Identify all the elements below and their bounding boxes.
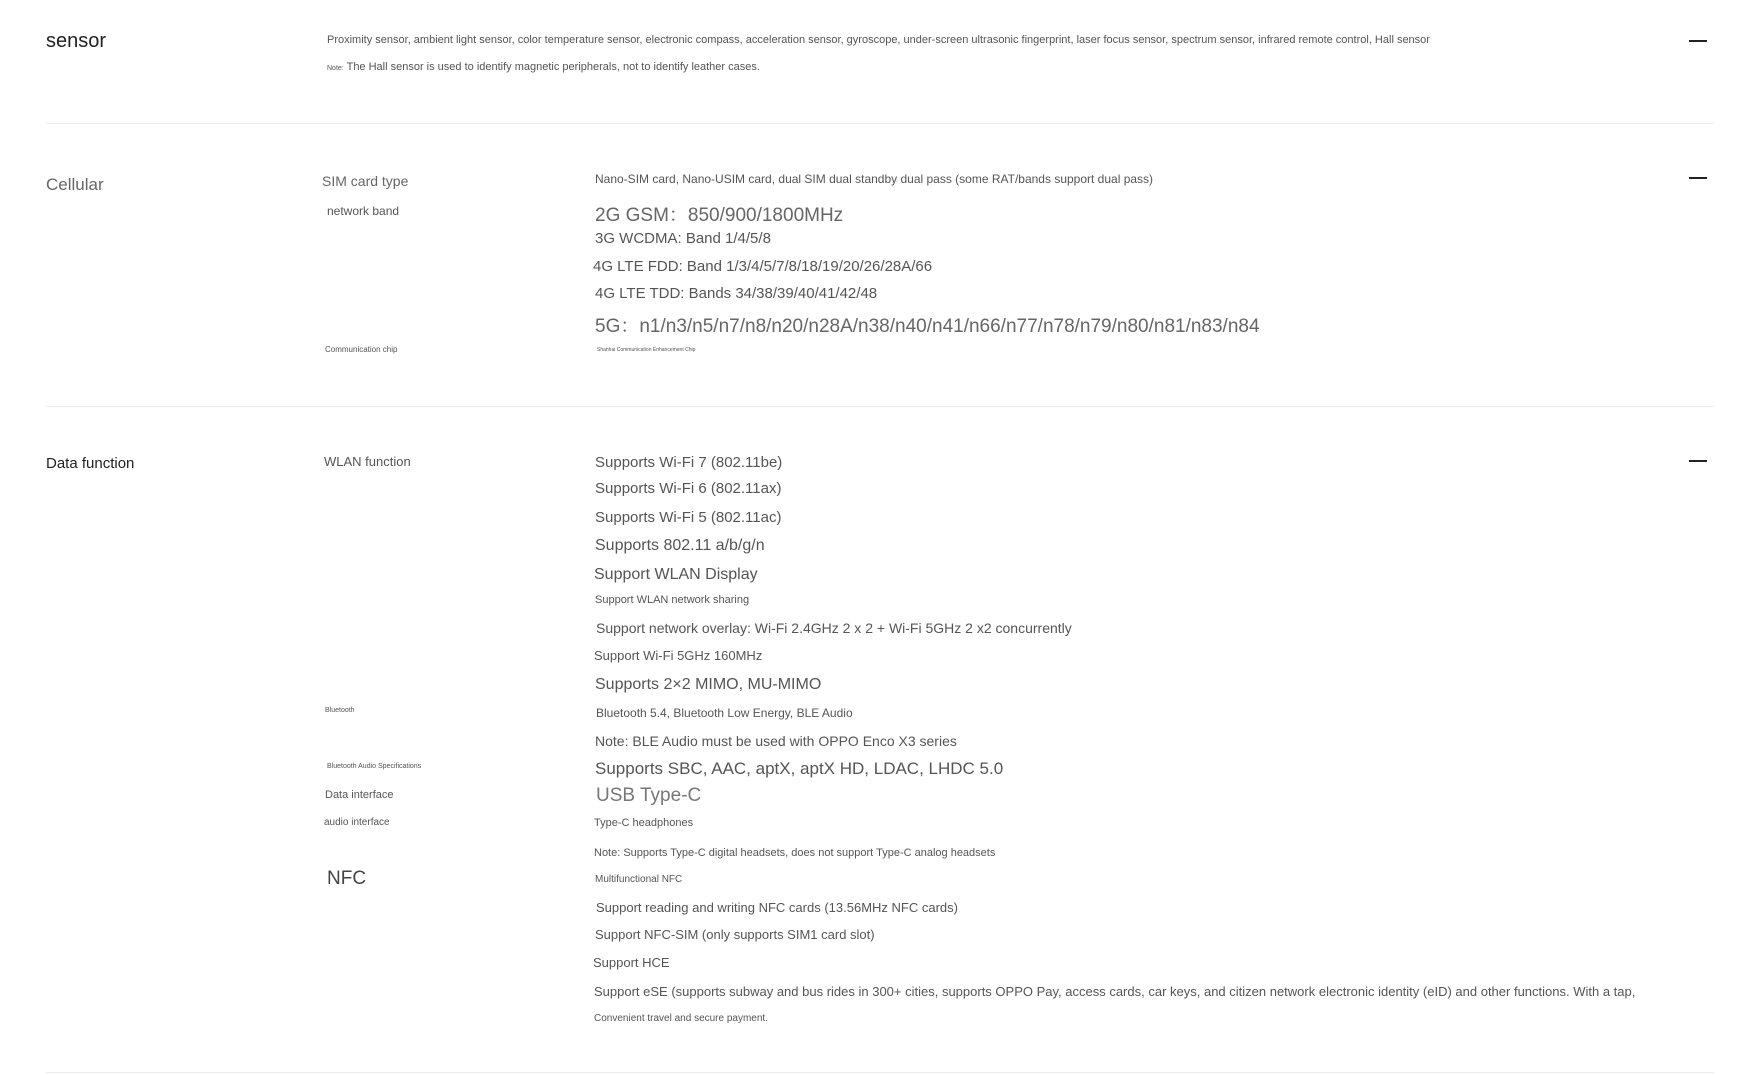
nfc-hce: Support HCE xyxy=(593,955,670,970)
nfc-sim: Support NFC-SIM (only supports SIM1 card slot) xyxy=(595,927,875,942)
bluetooth-audio-spec-label: Bluetooth Audio Specifications xyxy=(327,763,422,770)
wlan-wifi6: Supports Wi-Fi 6 (802.11ax) xyxy=(595,480,782,497)
wlan-mimo: Supports 2×2 MIMO, MU-MIMO xyxy=(595,676,822,693)
nfc-read-write: Support reading and writing NFC cards (13.56MHz NFC cards) xyxy=(596,900,958,915)
wlan-display: Support WLAN Display xyxy=(594,566,758,583)
band-5g: 5G：n1/n3/n5/n7/n8/n20/n28A/n38/n40/n41/n66/n77/n78/n79/n80/n81/n83/n84 xyxy=(595,316,1260,337)
communication-chip-value: Shanhai Communication Enhancement Chip xyxy=(597,347,696,353)
bluetooth-audio-codecs: Supports SBC, AAC, aptX, aptX HD, LDAC, LHDC 5.0 xyxy=(595,759,1004,778)
bluetooth-version: Bluetooth 5.4, Bluetooth Low Energy, BLE Audio xyxy=(596,706,853,720)
communication-chip-label: Communication chip xyxy=(325,345,398,354)
band-2g: 2G GSM：850/900/1800MHz xyxy=(595,205,844,226)
section-title-sensor: sensor xyxy=(46,30,107,52)
section-title-data-function: Data function xyxy=(46,455,135,472)
nfc-label: NFC xyxy=(327,868,367,889)
wlan-wifi7: Supports Wi-Fi 7 (802.11be) xyxy=(595,454,783,471)
bluetooth-label: Bluetooth xyxy=(325,707,355,714)
band-4g-fdd: 4G LTE FDD: Band 1/3/4/5/7/8/18/19/20/26/28A/66 xyxy=(593,258,933,275)
section-divider xyxy=(46,123,1714,124)
section-divider xyxy=(46,406,1714,407)
minus-icon xyxy=(1689,177,1707,179)
wlan-function-label: WLAN function xyxy=(324,454,411,469)
collapse-icon[interactable] xyxy=(1680,30,1716,52)
wlan-network-overlay: Support network overlay: Wi-Fi 2.4GHz 2 x 2 + Wi-Fi 5GHz 2 x2 concurrently xyxy=(596,620,1072,636)
sensor-note xyxy=(327,61,760,73)
sensor-note-text: The Hall sensor is used to identify magnetic peripherals, not to identify leather cases. xyxy=(346,61,760,73)
band-3g: 3G WCDMA: Band 1/4/5/8 xyxy=(595,230,771,247)
wlan-160mhz: Support Wi-Fi 5GHz 160MHz xyxy=(594,648,763,663)
data-interface-value: USB Type-C xyxy=(596,785,702,806)
wlan-wifi5: Supports Wi-Fi 5 (802.11ac) xyxy=(595,509,782,526)
nfc-ese-continued: Convenient travel and secure payment. xyxy=(594,1013,768,1024)
band-4g-tdd: 4G LTE TDD: Bands 34/38/39/40/41/42/48 xyxy=(595,285,878,302)
minus-icon xyxy=(1689,40,1707,42)
nfc-ese: Support eSE (supports subway and bus rides in 300+ cities, supports OPPO Pay, access cards, car keys, and citizen network electronic identity (eID) and other functions. With a tap, xyxy=(594,984,1636,999)
collapse-icon[interactable] xyxy=(1680,450,1716,472)
audio-interface-label: audio interface xyxy=(324,817,390,828)
sim-card-type-value: Nano-SIM card, Nano-USIM card, dual SIM dual standby dual pass (some RAT/bands support dual pass) xyxy=(595,172,1154,186)
collapse-icon[interactable] xyxy=(1680,167,1716,189)
network-band-label: network band xyxy=(327,204,400,218)
section-divider xyxy=(46,1072,1714,1073)
audio-interface-value: Type-C headphones xyxy=(594,817,694,829)
data-interface-label: Data interface xyxy=(325,789,394,801)
minus-icon xyxy=(1689,460,1707,462)
sensor-note-label: Note: xyxy=(327,65,344,72)
sim-card-type-label: SIM card type xyxy=(322,173,409,189)
nfc-multifunctional: Multifunctional NFC xyxy=(595,874,683,885)
bluetooth-ble-note: Note: BLE Audio must be used with OPPO Enco X3 series xyxy=(595,733,957,749)
wlan-80211abgn: Supports 802.11 a/b/g/n xyxy=(595,537,765,554)
section-title-cellular: Cellular xyxy=(46,175,104,194)
sensor-list: Proximity sensor, ambient light sensor, color temperature sensor, electronic compass, acceleration sensor, gyroscope, under-screen ultrasonic fingerprint, laser focus sensor, spectrum sensor, infrared remote control, Hall sensor xyxy=(327,34,1430,46)
audio-interface-note: Note: Supports Type-C digital headsets, does not support Type-C analog headsets xyxy=(594,847,996,859)
wlan-sharing: Support WLAN network sharing xyxy=(595,594,750,606)
